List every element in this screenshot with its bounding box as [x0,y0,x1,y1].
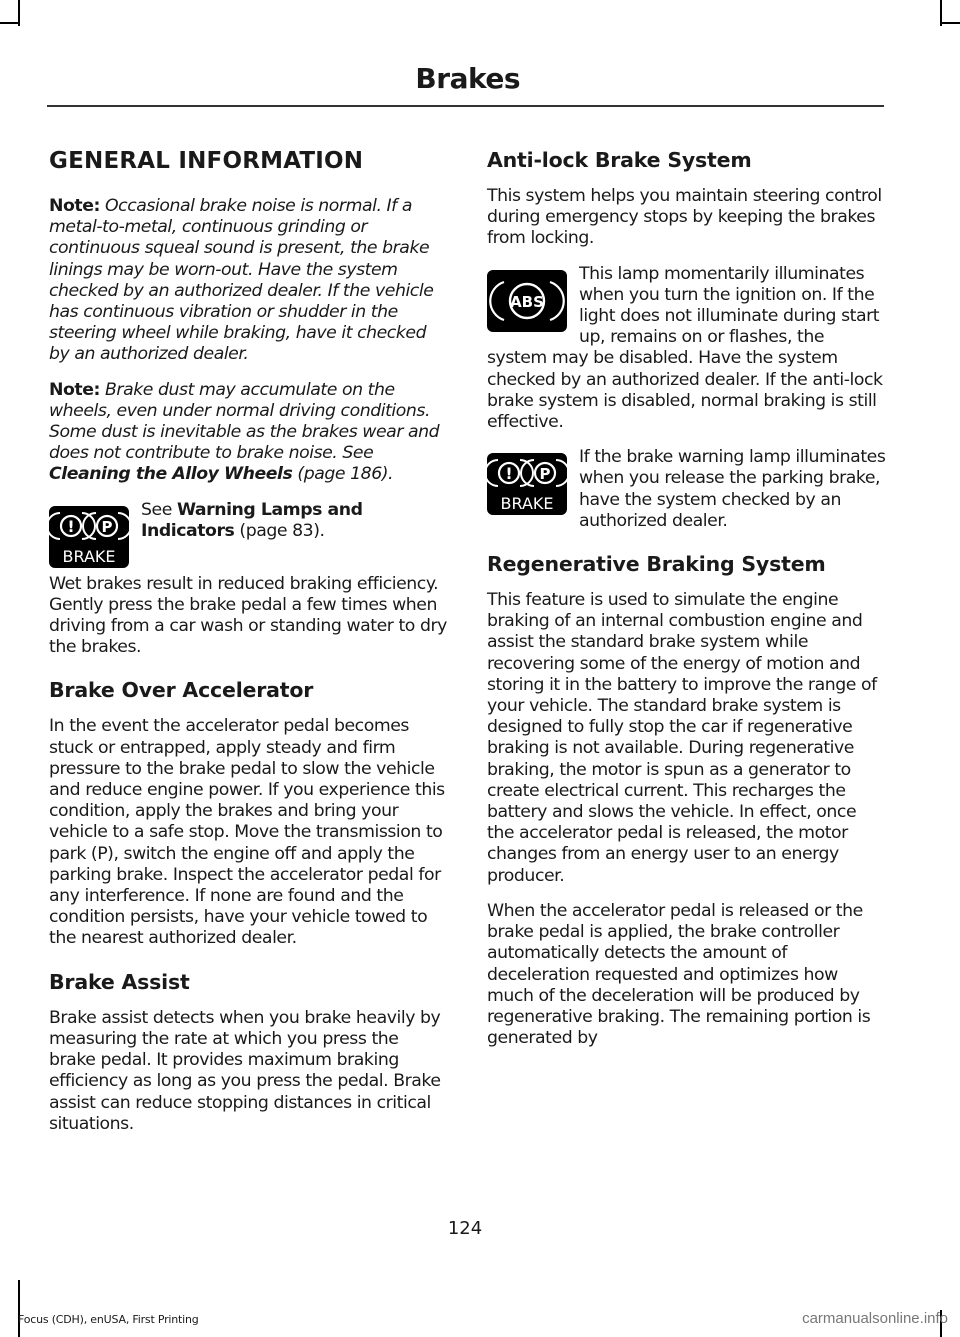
brake-warning-icon [49,506,129,568]
body-paragraph: Wet brakes result in reduced braking efficiency. Gently press the brake pedal a few times when driving from a car wash or standing water to dry the brakes. [49,573,447,658]
section-heading: GENERAL INFORMATION [49,148,364,174]
svg-text:P: P [539,465,551,484]
body-paragraph: If the brake warning lamp illuminates when you release the parking brake, have the system checked by an authorized dealer. [579,447,886,531]
page-title: Brakes [415,62,520,95]
page-number: 124 [447,1218,483,1239]
crop-mark [18,1280,20,1337]
warning-lamp-row [49,500,449,574]
note-paragraph [49,380,449,486]
brake-lamp-row [487,447,887,532]
note-label: Note: [49,196,100,216]
page-reference: (page 83). [239,520,325,541]
note-text: Brake dust may accumulate on the wheels, even under normal driving conditions. Some dust is inevitable as the brakes wear and does not contribute to brake noise. See [49,379,440,464]
subsection-heading: Brake Over Accelerator [49,678,314,703]
note-paragraph [49,196,449,366]
subsection-heading: Regenerative Braking System [487,552,826,577]
svg-text:!: ! [67,516,75,536]
right-column [487,148,887,1063]
body-paragraph: When the accelerator pedal is released or the brake pedal is applied, the brake controller automatically detects the amount of deceleration requested and optimizes how much of the deceleration will be produced by regenerative braking. The remaining portion is generated by [487,900,871,1049]
header-divider [47,105,884,107]
cross-reference-link[interactable]: Warning Lamps and Indicators [141,499,363,541]
see-prefix: See [141,499,172,520]
svg-text:!: ! [505,464,513,484]
note-text: Occasional brake noise is normal. If a metal-to-metal, continuous grinding or continuous squeal sound is present, the brake linings may be worn-out. Have the system checked by an authorized dealer. If the vehicle has continuous vibration or shudder in the steering wheel while braking, have it checked by an authorized dealer. [49,196,434,365]
subsection-heading: Brake Assist [49,969,190,994]
svg-text:BRAKE: BRAKE [500,494,554,514]
cross-reference-link[interactable]: Cleaning the Alloy Wheels [49,464,293,485]
body-paragraph: This feature is used to simulate the engine braking of an internal combustion engine and assist the standard brake system while recovering some of the energy of motion and storing it in the battery to improve the range of your vehicle. The standard brake system is designed to fully stop the car if regenerative braking is not available. During regenerative braking, the motor is spun as a generator to create electrical current. This recharges the battery and slows the vehicle. In effect, once the accelerator pedal is released, the motor changes from an energy user to an energy producer. [487,590,877,886]
body-paragraph: Brake assist detects when you brake heavily by measuring the rate at which you press the brake pedal. It provides maximum braking efficiency as long as you press the pedal. Brake assist can reduce stopping distances in critical situations. [49,1007,441,1134]
crop-mark [0,22,20,24]
abs-lamp-row [487,264,887,434]
footer-text: Focus (CDH), enUSA, First Printing [18,1313,199,1326]
svg-text:ABS: ABS [510,292,544,311]
svg-text:P: P [101,517,113,536]
body-paragraph: This lamp momentarily illuminates when you turn the ignition on. If the light does not illuminate during start up, remains on or flashes, the system may be disabled. Have the system checked by an authorized dealer. If the anti-lock brake system is disabled, normal braking is still effective. [487,263,883,433]
abs-warning-icon [487,270,567,332]
body-paragraph: In the event the accelerator pedal becomes stuck or entrapped, apply steady and firm pressure to the brake pedal to slow the vehicle and reduce engine power. If you experience this condition, apply the brakes and bring your vehicle to a safe stop. Move the transmission to park (P), switch the engine off and apply the parking brake. Inspect the accelerator pedal for any interference. If none are found and the condition persists, have your vehicle towed to the nearest authorized dealer. [49,716,445,949]
subsection-heading: Anti-lock Brake System [487,148,752,172]
body-paragraph: This system helps you maintain steering control during emergency stops by keeping the brakes from locking. [487,186,882,249]
watermark: carmanualsonline.info [802,1310,948,1327]
note-label: Note: [49,379,100,400]
svg-text:BRAKE: BRAKE [62,546,116,566]
crop-mark [940,22,960,24]
brake-warning-icon [487,453,567,515]
page-reference: (page 186). [297,464,394,485]
left-column [49,148,449,1149]
